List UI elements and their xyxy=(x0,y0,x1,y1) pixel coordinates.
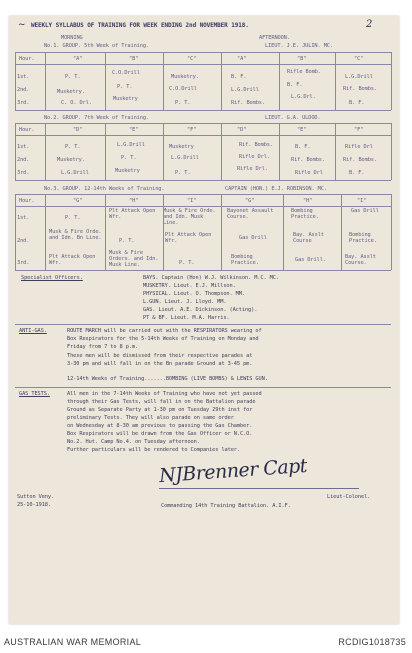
g3-col-g-pm: "G" xyxy=(245,198,255,204)
g2-r1-e-pm: B. F. xyxy=(295,144,311,150)
g1-col-c: "C" xyxy=(187,56,197,62)
g1-r1-a: P. T. xyxy=(65,74,81,80)
g3-r1-i-pm: Gas Drill xyxy=(351,208,379,214)
rule xyxy=(15,123,16,180)
g3-r3-g-cell xyxy=(49,254,105,266)
rule xyxy=(391,52,392,110)
rule xyxy=(15,52,16,110)
corner-scribble: ~ xyxy=(18,20,26,30)
g2-r3-d-pm: Rifle Drl. xyxy=(237,166,268,172)
divider xyxy=(15,110,391,111)
g3-r2-g-pm: Gas Drill xyxy=(239,235,267,241)
bombing-line: 12-14th Weeks of Training.......BOMBING (LIVE BOMBS) & LEWIS GUN. xyxy=(67,376,268,382)
gas-tests-line: on Wednesday at 8-30 am previous to passing the Gas Chamber. xyxy=(67,423,253,429)
anti-gas-line: Box Respirators for the 5-14th Weeks of Training on Monday and xyxy=(67,336,259,342)
archive-record-id: RCDIG1018735 xyxy=(338,637,406,647)
rule xyxy=(335,52,336,110)
divider xyxy=(15,387,391,388)
rule xyxy=(15,194,16,270)
gas-tests-line: preliminary Tests. They will also parade on same order xyxy=(67,415,234,421)
g3-r1-g: P. T. xyxy=(65,215,81,221)
g2-r1-f-pm: Rifle Drl xyxy=(345,144,373,150)
rule xyxy=(341,194,342,270)
divider xyxy=(15,194,391,195)
g3-r1-i: Musk & Fire Orde. and Idn. Musk Line. xyxy=(163,208,216,226)
place: Sutton Veny. xyxy=(17,494,55,500)
page-number-mark: 2 xyxy=(366,19,373,30)
g3-r2-h-pm: Bay. Asslt Course xyxy=(293,232,324,244)
rule xyxy=(45,194,46,270)
g1-r1-c-pm: L.G.Drill xyxy=(345,74,373,80)
g3-r3-hour: 3rd. xyxy=(17,260,30,266)
rule xyxy=(45,52,46,110)
g3-col-h: "H" xyxy=(129,198,139,204)
g3-r1-g-pm-cell xyxy=(227,208,277,220)
g3-r1-i-cell xyxy=(163,208,219,226)
g2-r1-e: L.G.Drill xyxy=(117,142,145,148)
g3-r3-h-cell xyxy=(109,250,161,268)
g3-col-i: "I" xyxy=(187,198,197,204)
g1-r2-c: C.O.Drill xyxy=(169,86,197,92)
g3-r3-h: Musk & Fire Orders. and Idn. Musk Line. xyxy=(109,250,159,268)
rule xyxy=(163,194,164,270)
issue-date: 25-10-1918. xyxy=(17,502,51,508)
g3-r1-h-cell xyxy=(109,208,159,220)
g1-col-b: "B" xyxy=(129,56,139,62)
group3-heading: No.3. GROUP. 12-14th Weeks of Training. xyxy=(44,186,165,192)
g2-r2-d-pm: Rifle Drl. xyxy=(239,154,270,160)
specialist-line: PHYSICAL. Lieut. O. Thompson. MM. xyxy=(143,291,245,297)
rule xyxy=(221,123,222,180)
handwritten-signature: NJBrenner Capt xyxy=(158,454,308,488)
g1-r3-c-pm: B. F. xyxy=(349,100,365,106)
divider xyxy=(15,270,391,271)
divider xyxy=(15,206,391,207)
g2-r2-e-pm: Rif. Bombs. xyxy=(291,157,325,163)
g1-col-a: "A" xyxy=(73,56,83,62)
rule xyxy=(105,123,106,180)
g1-r1-b: C.O.Drill xyxy=(112,70,140,76)
archive-name: AUSTRALIAN WAR MEMORIAL xyxy=(4,637,142,647)
rule xyxy=(279,52,280,110)
g1-r1-a-pm: B. F. xyxy=(231,74,247,80)
g3-r3-i-pm: Bay. Asslt Course. xyxy=(345,254,376,266)
g1-col-a-pm: "A" xyxy=(237,56,247,62)
g2-col-f: "F" xyxy=(187,127,197,133)
anti-gas-label: ANTI-GAS. xyxy=(19,328,47,334)
gas-tests-line: No.2. Hut. Camp No.4. on Tuesday afternoon. xyxy=(67,439,200,445)
g2-r3-f-pm: B. F. xyxy=(349,170,365,176)
anti-gas-line: These men will be dismissed from their respective parades at xyxy=(67,353,253,359)
g1-col-hour: Hour. xyxy=(19,56,35,62)
rule xyxy=(163,52,164,110)
g2-r3-d: L.G.Drill xyxy=(61,170,89,176)
g3-r3-i-pm-cell xyxy=(345,254,389,266)
g2-r1-f: Musketry xyxy=(169,144,194,150)
g2-r3-f: P. T. xyxy=(175,170,191,176)
g2-r3-e: Musketry xyxy=(115,168,140,174)
gas-tests-line: Box Respirators will be drawn from the Gas Officer or N.C.O. xyxy=(67,431,253,437)
g3-r2-i-pm-cell xyxy=(349,232,387,244)
g1-r3-a: C. O. Drl. xyxy=(61,100,92,106)
g2-r3-e-pm: Rifle Drl xyxy=(295,170,323,176)
gas-tests-line: Ground as Separate Party at 1-30 pm on Tuesday 29th inst for xyxy=(67,407,253,413)
g1-r2-c-pm: Rif. Bombs. xyxy=(343,86,377,92)
rule xyxy=(221,194,222,270)
g3-r1-i-pm-cell xyxy=(351,208,385,214)
g3-r2-i-cell xyxy=(165,232,217,244)
gas-tests-line: All men in the 7-14th Weeks of Training who have not yet passed xyxy=(67,391,262,397)
g1-r3-hour: 3rd. xyxy=(17,100,30,106)
g1-r2-a: Musketry. xyxy=(57,89,85,95)
morning-label: MORNING xyxy=(61,35,83,41)
specialist-line: PT & BF. Lieut. M.A. Harris. xyxy=(143,315,230,321)
specialist-line: L.GUN. Lieut. J. Lloyd. MM. xyxy=(143,299,227,305)
g2-r2-hour: 2nd. xyxy=(17,157,30,163)
g3-r3-g-pm: Bombing Practice. xyxy=(231,254,259,266)
g3-r2-i-pm: Bombing Practice. xyxy=(349,232,377,244)
g1-col-b-pm: "B" xyxy=(297,56,307,62)
g1-r3-b-pm: L.G.Drl. xyxy=(291,94,316,100)
group2-heading: No.2. GROUP. 7th Week of Training. xyxy=(44,115,150,121)
specialist-line: GAS. Lieut. A.E. Dickinson. (Acting). xyxy=(143,307,258,313)
rule xyxy=(335,123,336,180)
g3-col-g: "G" xyxy=(73,198,83,204)
g1-r2-a-pm: L.G.Drill xyxy=(231,87,259,93)
rule xyxy=(279,123,280,180)
gas-tests-label: GAS TESTS. xyxy=(19,391,50,397)
g1-r1-c: Musketry. xyxy=(171,74,199,80)
g2-col-d-pm: "D" xyxy=(237,127,247,133)
g3-col-h-pm: "H" xyxy=(303,198,313,204)
g2-col-d: "D" xyxy=(73,127,83,133)
g1-r3-c: P. T. xyxy=(175,100,191,106)
g3-r2-h-pm-cell xyxy=(293,232,341,244)
g1-r3-a-pm: Rif. Bombs. xyxy=(231,100,265,106)
signatory-unit: Commanding 14th Training Battalion. A.I.F. xyxy=(161,503,291,509)
rule xyxy=(283,194,284,270)
g3-col-i-pm: "I" xyxy=(357,198,367,204)
g2-col-e: "E" xyxy=(129,127,139,133)
g1-r2-b: P. T. xyxy=(117,84,133,90)
g1-r3-b: Musketry xyxy=(113,96,138,102)
afternoon-label: AFTERNOON. xyxy=(259,35,290,41)
g3-r2-h: P. T. xyxy=(119,238,135,244)
g2-r2-e: P. T. xyxy=(121,155,137,161)
group3-officer: CAPTAIN (HON.) E.J. ROBINSON. MC. xyxy=(225,186,327,192)
anti-gas-line: 3-30 pm and will fall in on the Bn parade Ground at 3-45 pm. xyxy=(67,361,253,367)
g3-r3-i: P. T. xyxy=(179,260,195,266)
specialist-line: BAYS. Captain (Hon) W.J. Wilkinson. M.C. MC. xyxy=(143,275,279,281)
g3-r2-i: Plt Attack Open Wfr. xyxy=(165,232,212,244)
group1-heading: No.1. GROUP. 5th Week of Training. xyxy=(44,43,150,49)
g2-r2-d: Musketry. xyxy=(57,157,85,163)
rule xyxy=(163,123,164,180)
gas-tests-line: Further particulars will be rendered to Companies later. xyxy=(67,447,240,453)
g2-col-e-pm: "E" xyxy=(297,127,307,133)
specialist-label: Specialist Officers. xyxy=(21,275,83,281)
rule xyxy=(105,52,106,110)
g3-r1-hour: 1st. xyxy=(17,215,30,221)
anti-gas-line: Friday from 7 to 8 p.m. xyxy=(67,344,139,350)
g3-r1-h: Plt Attack Open Wfr. xyxy=(109,208,156,220)
g3-r2-hour: 2nd. xyxy=(17,238,30,244)
g3-r3-g: Plt Attack Open Wfr. xyxy=(49,254,96,266)
g2-col-hour: Hour. xyxy=(19,127,35,133)
g2-r2-f: L.G.Drill xyxy=(171,155,199,161)
rule xyxy=(391,194,392,270)
anti-gas-line: ROUTE MARCH will be carried out with the RESPIRATORS wearing of xyxy=(67,328,262,334)
g2-r1-hour: 1st. xyxy=(17,144,30,150)
g2-r1-d: P. T. xyxy=(65,144,81,150)
g2-col-f-pm: "F" xyxy=(354,127,364,133)
gas-tests-line: through their Gas Tests, will fall in on the Battalion parade xyxy=(67,399,256,405)
g1-r1-b-pm: Rifle Bomb. xyxy=(287,69,321,75)
rule xyxy=(221,52,222,110)
g3-r3-g-pm-cell xyxy=(231,254,279,266)
g3-r2-g: Musk & Fire Orde. and Idn. Bn Line. xyxy=(49,229,102,241)
g2-r2-f-pm: Rif. Bombs. xyxy=(343,157,377,163)
signatory-rank: Lieut-Colonel. xyxy=(327,494,371,500)
g3-r1-h-pm: Bombing Practice. xyxy=(291,208,319,220)
specialist-line: MUSKETRY. Lieut. E.J. Millson. xyxy=(143,283,236,289)
rule xyxy=(391,123,392,180)
rule xyxy=(45,123,46,180)
document-title: WEEKLY SYLLABUS OF TRAINING FOR WEEK ENDING 2nd NOVEMBER 1918. xyxy=(31,22,249,29)
g1-r1-hour: 1st. xyxy=(17,74,30,80)
g3-col-hour: Hour. xyxy=(19,198,35,204)
document-page xyxy=(9,16,399,624)
g2-r1-d-pm: Rif. Bombs. xyxy=(239,142,273,148)
g3-r3-h-pm: Gas Drill. xyxy=(295,257,326,263)
signature-line xyxy=(159,488,359,489)
group1-officer: LIEUT. J.E. JULIN. MC. xyxy=(265,43,333,49)
divider xyxy=(15,180,391,181)
divider xyxy=(15,324,391,325)
rule xyxy=(105,194,106,270)
g1-col-c-pm: "C" xyxy=(354,56,364,62)
group2-officer: LIEUT. G.A. ULDOD. xyxy=(265,115,321,121)
g1-r2-b-pm: B. F. xyxy=(287,82,303,88)
g3-r1-g-pm: Bayonet Assault Course. xyxy=(227,208,274,220)
g2-r3-hour: 3rd. xyxy=(17,170,30,176)
g3-r1-h-pm-cell xyxy=(291,208,341,220)
g3-r2-g-cell xyxy=(49,229,107,241)
g1-r2-hour: 2nd. xyxy=(17,87,30,93)
archive-footer xyxy=(0,629,412,653)
